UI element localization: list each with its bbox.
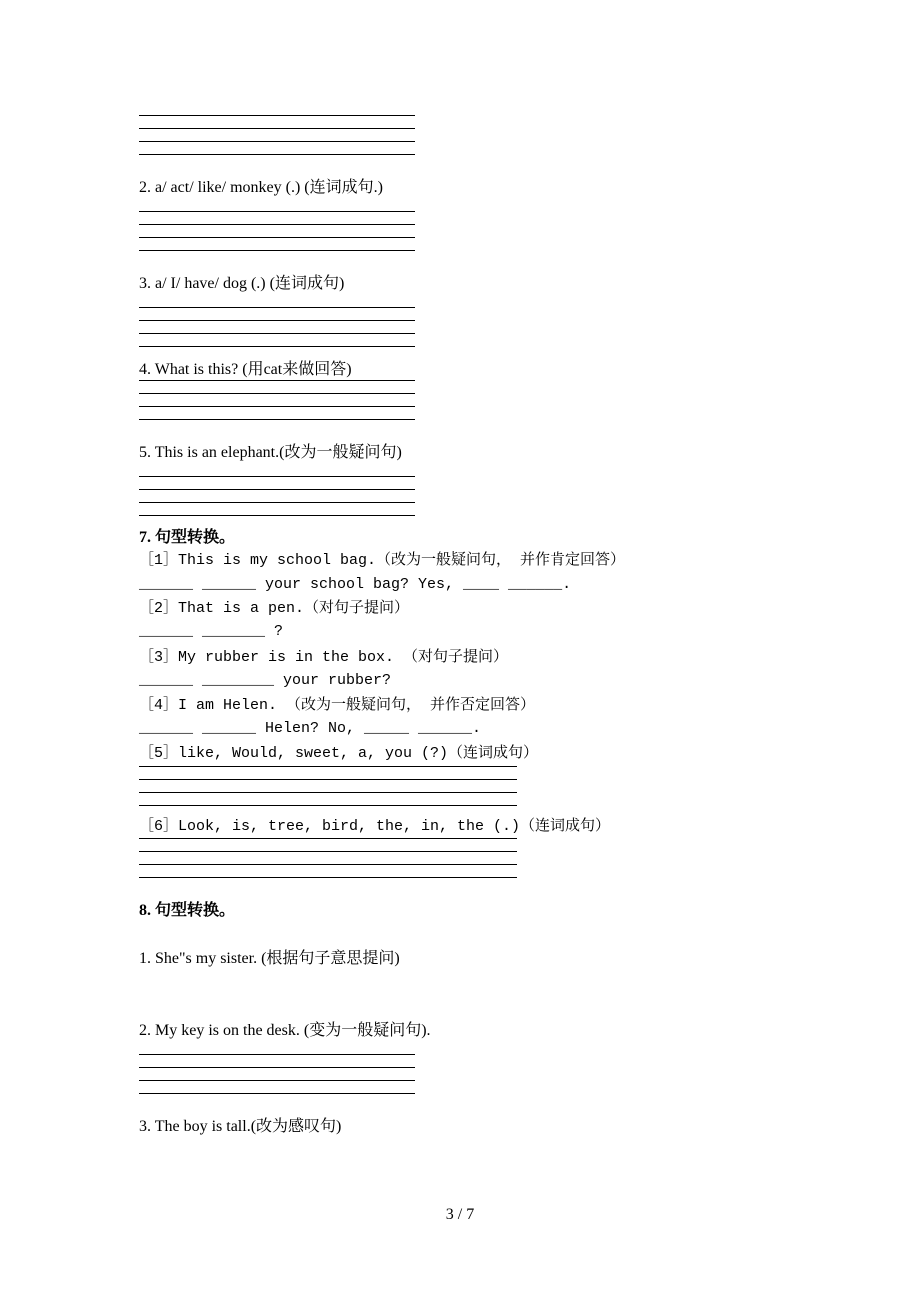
answer-line: [139, 115, 415, 116]
question-5: 5. This is an elephant.(改为一般疑问句): [139, 444, 402, 461]
s7-item-2-question: ［2］That is a pen.（对句子提问）: [139, 600, 410, 617]
s7-item-6-question: ［6］Look, is, tree, bird, the, in, the (.)（连词成句）: [139, 818, 611, 835]
answer-line: [139, 864, 517, 865]
answer-line: [139, 489, 415, 490]
question-3: 3. a/ I/ have/ dog (.) (连词成句): [139, 275, 345, 292]
answer-line: [139, 406, 415, 407]
answer-line: [139, 792, 517, 793]
answer-line: [139, 766, 517, 767]
s7-item-4-question: ［4］I am Helen. （改为一般疑问句， 并作否定回答）: [139, 697, 536, 714]
section-8-heading: 8. 句型转换。: [139, 902, 236, 919]
question-4: 4. What is this? (用cat来做回答): [139, 361, 352, 378]
answer-line: [139, 877, 517, 878]
answer-line: [139, 779, 517, 780]
answer-line: [139, 346, 415, 347]
answer-line: [139, 515, 415, 516]
answer-line: [139, 224, 415, 225]
answer-line: [139, 250, 415, 251]
section-7-heading: 7. 句型转换。: [139, 529, 236, 546]
answer-line: [139, 419, 415, 420]
answer-line: [139, 838, 517, 839]
answer-line: [139, 211, 415, 212]
s7-item-1-question: ［1］This is my school bag.（改为一般疑问句， 并作肯定回答）: [139, 552, 626, 569]
answer-line: [139, 380, 415, 381]
answer-line: [139, 805, 517, 806]
answer-line: [139, 851, 517, 852]
answer-line: [139, 307, 415, 308]
s8-question-2: 2. My key is on the desk. (变为一般疑问句).: [139, 1022, 431, 1039]
answer-line: [139, 1080, 415, 1081]
question-2: 2. a/ act/ like/ monkey (.) (连词成句.): [139, 179, 383, 196]
s7-item-3-answer: ______ ________ your rubber?: [139, 672, 392, 689]
answer-line: [139, 1093, 415, 1094]
s7-item-1-answer: ______ ______ your school bag? Yes, ____ ______.: [139, 576, 572, 593]
s7-item-2-answer: ______ _______ ?: [139, 623, 284, 640]
answer-line: [139, 333, 415, 334]
page-number: 3 / 7: [445, 1206, 475, 1223]
answer-line: [139, 1054, 415, 1055]
s7-item-5-question: ［5］like, Would, sweet, a, you (?)（连词成句）: [139, 745, 539, 762]
answer-line: [139, 1067, 415, 1068]
s7-item-4-answer: ______ ______ Helen? No, _____ ______.: [139, 720, 482, 737]
s7-item-3-question: ［3］My rubber is in the box. （对句子提问）: [139, 649, 509, 666]
s8-question-1: 1. She"s my sister. (根据句子意思提问): [139, 950, 400, 967]
answer-line: [139, 476, 415, 477]
answer-line: [139, 237, 415, 238]
answer-line: [139, 320, 415, 321]
answer-line: [139, 141, 415, 142]
answer-line: [139, 502, 415, 503]
answer-line: [139, 128, 415, 129]
s8-question-3: 3. The boy is tall.(改为感叹句): [139, 1118, 342, 1135]
answer-line: [139, 393, 415, 394]
answer-line: [139, 154, 415, 155]
